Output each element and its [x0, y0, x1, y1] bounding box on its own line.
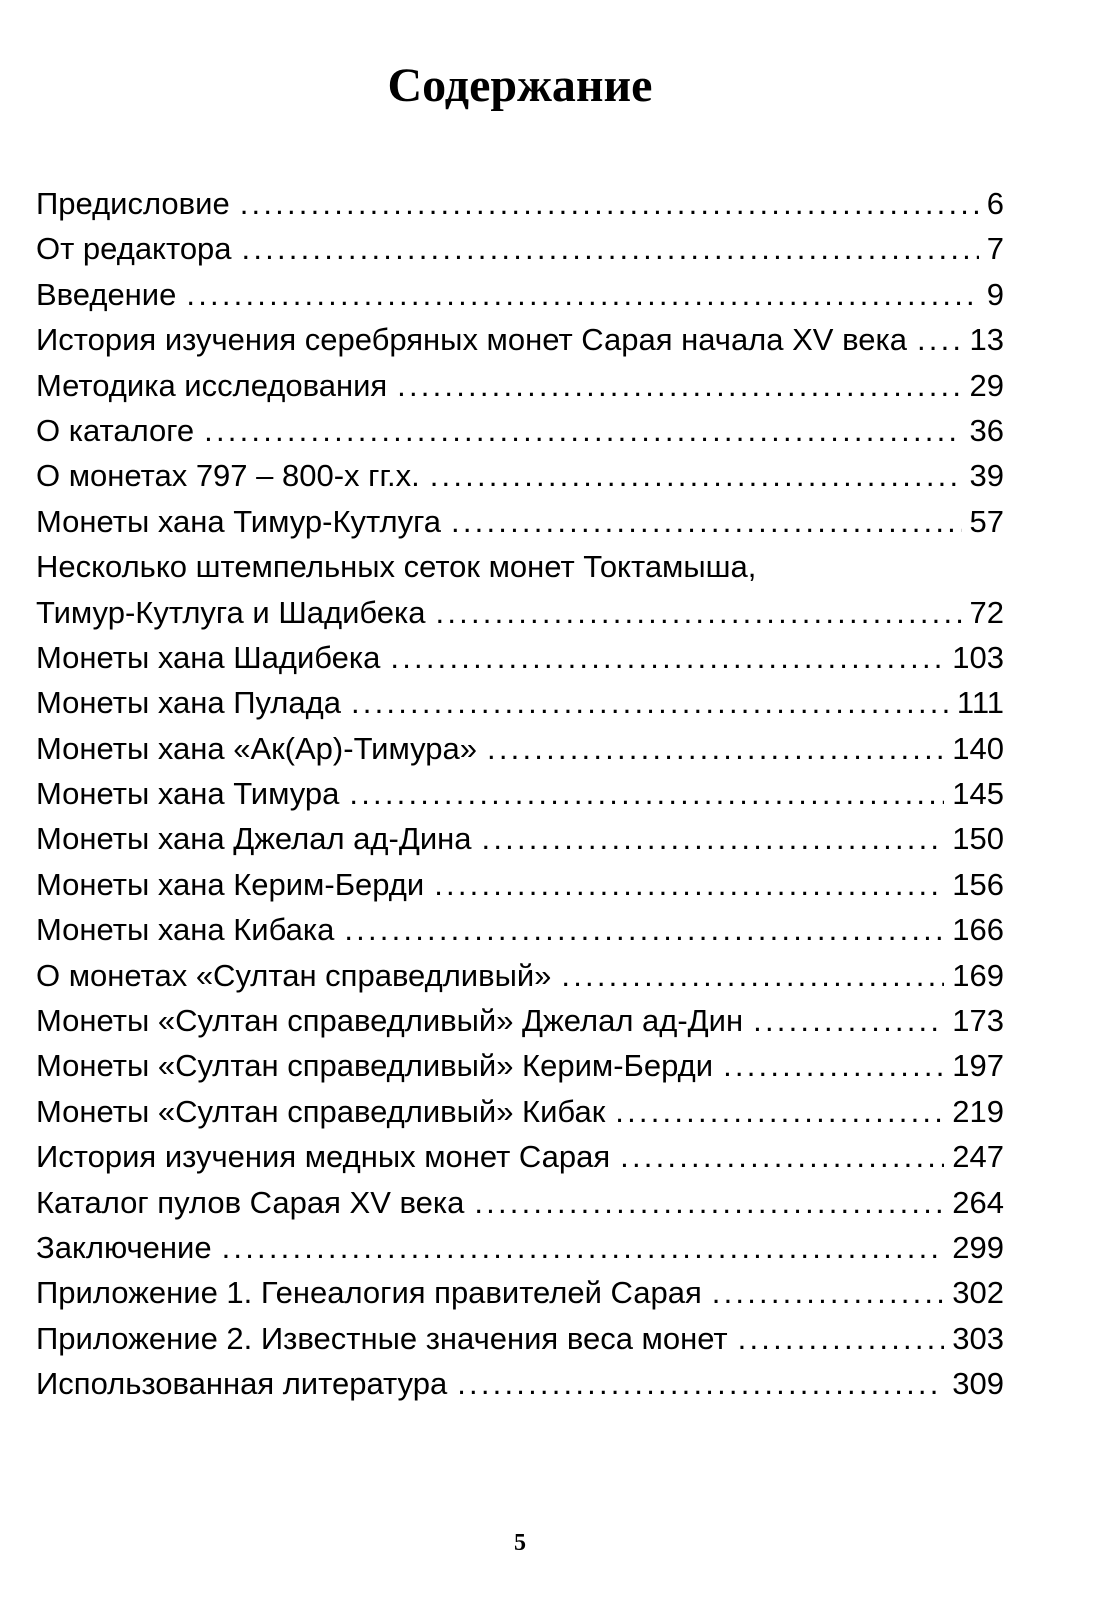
- toc-entry-title: Приложение 1. Генеалогия правителей Сарая: [36, 1275, 702, 1311]
- toc-entry: [36, 272, 1004, 317]
- toc-dot-leader: [561, 953, 944, 998]
- toc-entry-page: 247: [952, 1139, 1004, 1175]
- toc-entry-title: Монеты «Султан справедливый» Керим-Берди: [36, 1048, 714, 1084]
- toc-dot-leader: [482, 816, 945, 861]
- toc-dot-leader: [436, 590, 962, 635]
- toc-entry: [36, 1361, 1004, 1406]
- toc-dot-leader: [349, 771, 944, 816]
- toc-entry-page: 36: [969, 412, 1004, 448]
- toc-entry-title: Предисловие: [36, 186, 230, 221]
- toc-entry-title: Монеты хана Тимура: [36, 776, 340, 812]
- toc-entry: [36, 499, 1004, 544]
- toc-entry-page: 173: [952, 1003, 1004, 1039]
- toc-dot-leader: [457, 1361, 944, 1406]
- toc-entry-page: 7: [986, 231, 1004, 267]
- toc-entry-title: Методика исследования: [36, 367, 388, 403]
- toc-entry-title: Монеты хана Керим-Берди: [36, 866, 425, 902]
- toc-entry-title: Каталог пулов Сарая XV века: [36, 1184, 465, 1220]
- toc-entry-title: Тимур-Кутлуга и Шадибека: [36, 594, 426, 630]
- toc-dot-leader: [738, 1316, 945, 1361]
- toc-entry: [36, 771, 1004, 816]
- toc-entry-page: 72: [969, 594, 1004, 630]
- toc-dot-leader: [390, 635, 944, 680]
- toc-entry: [36, 953, 1004, 998]
- toc-dot-leader: [712, 1270, 944, 1315]
- toc-entry: [36, 544, 1004, 589]
- toc-entry-page: 169: [952, 957, 1004, 993]
- toc-entry: [36, 317, 1004, 362]
- toc-entry-title: Заключение: [36, 1229, 212, 1265]
- toc-entry-page: 309: [952, 1366, 1004, 1402]
- toc-dot-leader: [344, 907, 944, 952]
- toc-entry: [36, 907, 1004, 952]
- toc-entry-title: История изучения серебряных монет Сарая начала XV века: [36, 322, 907, 358]
- toc-entry-title: О монетах 797 – 800-х гг.х.: [36, 458, 420, 494]
- toc-entry-page: 39: [969, 458, 1004, 494]
- toc-entry: [36, 226, 1004, 271]
- toc-entry-page: 302: [952, 1275, 1004, 1311]
- toc-entry: [36, 1089, 1004, 1134]
- toc-entry-page: 299: [952, 1229, 1004, 1265]
- toc-dot-leader: [753, 998, 944, 1043]
- toc-entry-page: 303: [952, 1320, 1004, 1356]
- toc-entry: [36, 635, 1004, 680]
- toc-entry-page: 140: [952, 730, 1004, 766]
- toc-dot-leader: [222, 1225, 945, 1270]
- toc-entry-page: 264: [952, 1184, 1004, 1220]
- toc-entry: [36, 1270, 1004, 1315]
- toc-entry: [36, 363, 1004, 408]
- toc-dot-leader: [186, 272, 978, 317]
- toc-entry-page: 29: [969, 367, 1004, 403]
- toc-entry: [36, 726, 1004, 771]
- toc-entry: [36, 1043, 1004, 1088]
- toc-dot-leader: [242, 226, 979, 271]
- toc-dot-leader: [204, 408, 961, 453]
- toc-entry-page: 13: [969, 322, 1004, 358]
- toc-entry-page: 219: [952, 1093, 1004, 1129]
- toc-dot-leader: [451, 499, 962, 544]
- toc-entry: [36, 181, 1004, 226]
- toc-dot-leader: [615, 1089, 944, 1134]
- toc-entry: [36, 680, 1004, 725]
- toc-entry-page: 197: [952, 1048, 1004, 1084]
- page-number: 5: [514, 1530, 526, 1556]
- toc-entry-title: От редактора: [36, 231, 232, 267]
- toc-entry-page: 166: [952, 912, 1004, 948]
- toc-entry-page: 6: [986, 186, 1004, 221]
- page-title: Содержание: [387, 59, 653, 112]
- toc-dot-leader: [430, 453, 962, 498]
- toc-entry-title: Монеты «Султан справедливый» Джелал ад-Дин: [36, 1003, 744, 1039]
- toc-entry-title: История изучения медных монет Сарая: [36, 1139, 611, 1175]
- toc-entry: [36, 1225, 1004, 1270]
- toc-entry: [36, 408, 1004, 453]
- toc-entry-page: 150: [952, 821, 1004, 857]
- toc-entry-page: 111: [956, 685, 1004, 721]
- toc-entry-title: Монеты хана Пулада: [36, 685, 341, 721]
- toc-entry-page: 9: [986, 276, 1004, 312]
- toc-entry: [36, 816, 1004, 861]
- toc-entry: [36, 1134, 1004, 1179]
- toc-entry-title: О каталоге: [36, 412, 195, 448]
- toc-dot-leader: [487, 726, 944, 771]
- toc-entry-title: Монеты хана Кибака: [36, 912, 335, 948]
- toc-entry-title: Несколько штемпельных сеток монет Токтамыша,: [36, 549, 757, 585]
- toc-entry-title: Монеты хана Шадибека: [36, 639, 381, 675]
- toc-dot-leader: [434, 862, 944, 907]
- toc-entry: [36, 590, 1004, 635]
- table-of-contents: [36, 181, 1004, 1407]
- toc-dot-leader: [351, 680, 949, 725]
- toc-entry: [36, 453, 1004, 498]
- toc-entry-title: Монеты «Султан справедливый» Кибак: [36, 1093, 606, 1129]
- toc-dot-leader: [474, 1180, 944, 1225]
- toc-entry: [36, 1316, 1004, 1361]
- toc-entry: [36, 998, 1004, 1043]
- toc-dot-leader: [620, 1134, 944, 1179]
- toc-dot-leader: [240, 181, 979, 226]
- toc-dot-leader: [917, 317, 962, 362]
- toc-entry-page: 57: [969, 503, 1004, 539]
- toc-entry: [36, 862, 1004, 907]
- toc-entry-title: О монетах «Султан справедливый»: [36, 957, 552, 993]
- toc-entry-title: Использованная литература: [36, 1366, 448, 1402]
- toc-entry-title: Монеты хана «Ак(Ар)-Тимура»: [36, 730, 477, 766]
- toc-entry-page: 156: [952, 866, 1004, 902]
- toc-dot-leader: [723, 1043, 944, 1088]
- toc-entry-title: Монеты хана Тимур-Кутлуга: [36, 503, 441, 539]
- toc-entry-title: Введение: [36, 276, 177, 312]
- toc-entry-page: 145: [952, 776, 1004, 812]
- toc-entry: [36, 1180, 1004, 1225]
- toc-dot-leader: [397, 363, 961, 408]
- toc-entry-title: Приложение 2. Известные значения веса монет: [36, 1320, 728, 1356]
- toc-entry-title: Монеты хана Джелал ад-Дина: [36, 821, 472, 857]
- toc-entry-page: 103: [952, 639, 1004, 675]
